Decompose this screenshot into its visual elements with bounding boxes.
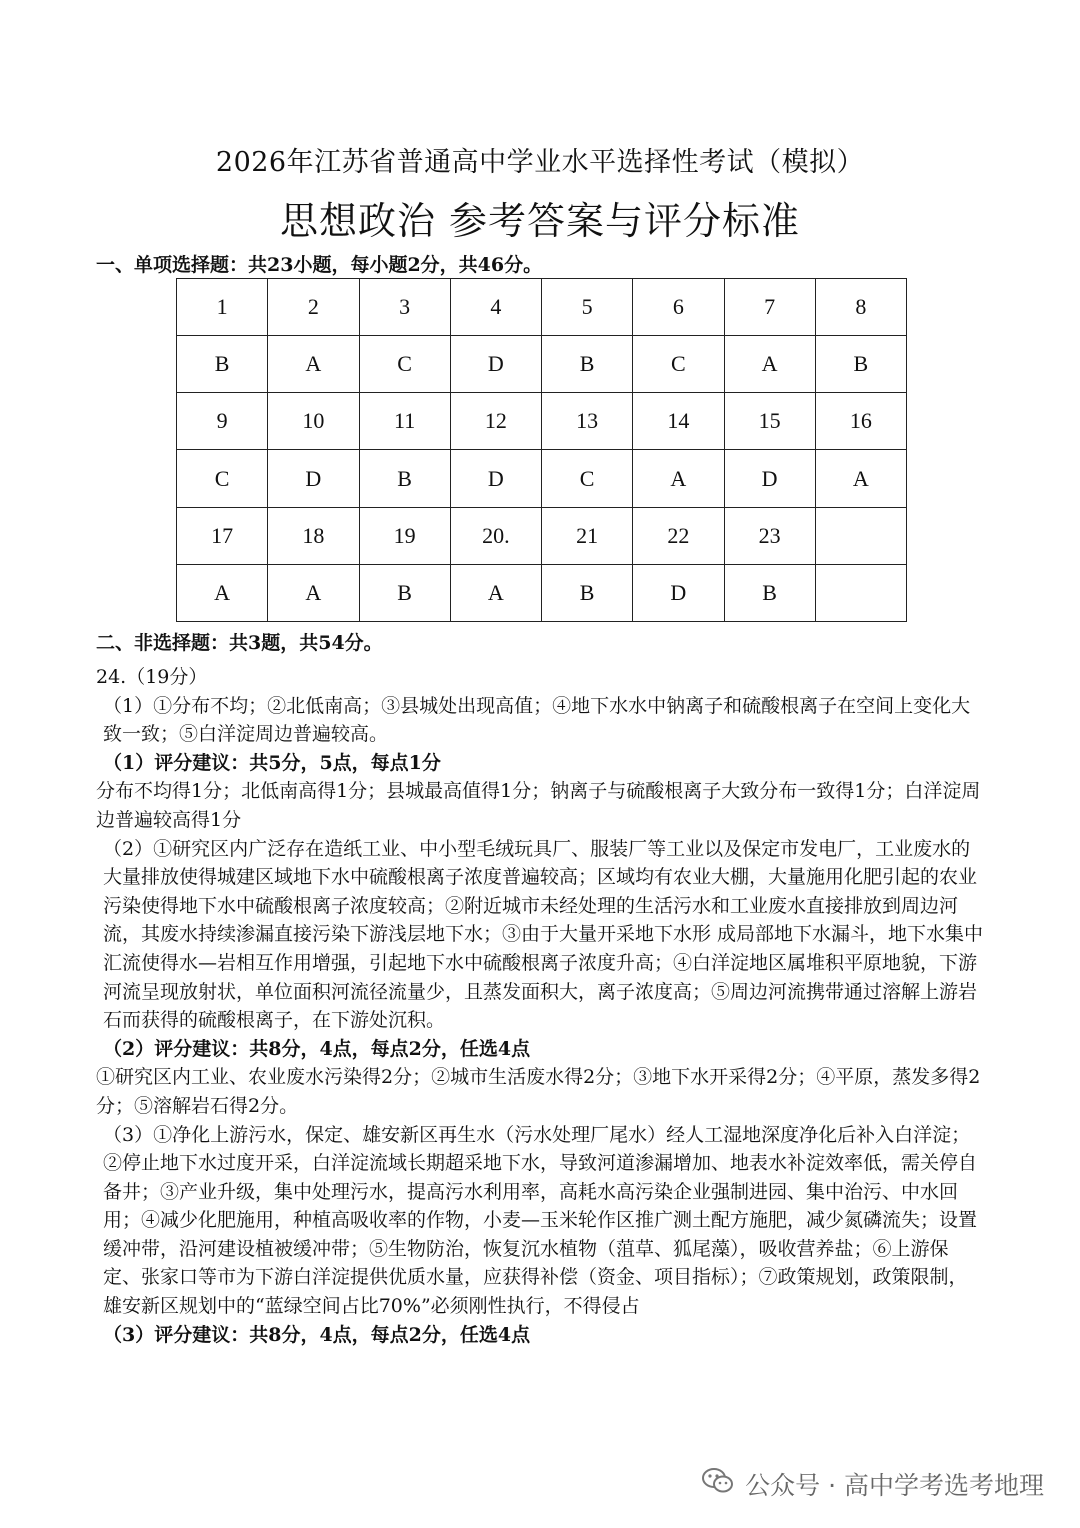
answer-cell: D: [724, 450, 815, 507]
answer-table: [176, 278, 907, 622]
question-number-cell: 21: [542, 507, 633, 564]
question-number-cell: 6: [633, 279, 724, 336]
answer-cell: B: [542, 564, 633, 621]
answer-cell: C: [542, 450, 633, 507]
wechat-icon: [701, 1467, 735, 1501]
question-number-cell: 3: [359, 279, 450, 336]
answer-cell: C: [633, 336, 724, 393]
question-number-cell: 11: [359, 393, 450, 450]
q24-part2-scoring: （2）评分建议：共8分，4点，每点2分，任选4点: [103, 1037, 531, 1060]
answer-cell: B: [177, 336, 268, 393]
section1-heading: 一、单项选择题：共23小题，每小题2分，共46分。: [96, 254, 543, 276]
q24-part3-scoring: （3）评分建议：共8分，4点，每点2分，任选4点: [103, 1323, 531, 1346]
question-number-cell: 18: [268, 507, 359, 564]
question-number-cell: 4: [450, 279, 541, 336]
answer-cell: A: [450, 564, 541, 621]
question-number-cell: 17: [177, 507, 268, 564]
q24-part1-scoring: （1）评分建议：共5分，5点，每点1分: [103, 751, 441, 774]
question-number-cell: 13: [542, 393, 633, 450]
question-number-cell: 12: [450, 393, 541, 450]
answer-cell: D: [450, 336, 541, 393]
document-subtitle: 思想政治 参考答案与评分标准: [279, 199, 801, 243]
answer-cell: A: [815, 450, 906, 507]
watermark: [701, 1466, 1044, 1502]
answer-cell: B: [815, 336, 906, 393]
question-number-cell: [815, 507, 906, 564]
question-number-row: [177, 393, 907, 450]
question-number-row: [177, 507, 907, 564]
answer-body-text: [96, 663, 986, 1349]
question-number-cell: 14: [633, 393, 724, 450]
exam-title: 2026年江苏省普通高中学业水平选择性考试（模拟）: [215, 147, 865, 178]
answer-cell: [815, 564, 906, 621]
question-number-cell: 8: [815, 279, 906, 336]
question-number-cell: 5: [542, 279, 633, 336]
answer-cell: B: [724, 564, 815, 621]
question-24-label: 24.（19分）: [96, 666, 208, 688]
answer-cell: D: [268, 450, 359, 507]
question-number-cell: 16: [815, 393, 906, 450]
answer-cell: A: [268, 564, 359, 621]
answer-cell: A: [268, 336, 359, 393]
watermark-text: 公众号 · 高中学考选考地理: [745, 1471, 1044, 1500]
question-number-cell: 7: [724, 279, 815, 336]
section2-heading: 二、非选择题：共3题，共54分。: [96, 632, 383, 654]
q24-part1-scoring-detail: 分布不均得1分；北低南高得1分；县城最高值得1分；钠离子与硫酸根离子大致分布一致得1分；白洋淀周边普遍较高得1分: [96, 780, 981, 831]
question-number-cell: 9: [177, 393, 268, 450]
question-number-cell: 1: [177, 279, 268, 336]
answer-cell: B: [542, 336, 633, 393]
question-number-cell: 19: [359, 507, 450, 564]
answer-row: [177, 564, 907, 621]
q24-part2-answer: （2）①研究区内广泛存在造纸工业、中小型毛绒玩具厂、服装厂等工业以及保定市发电厂，工业废水的大量排放使得城建区域地下水中硫酸根离子浓度普遍较高；区域均有农业大棚，大量施用化肥引起的农业污染使得地下水中硫酸根离子浓度较高；②附近城市未经处理的生活污水和工业废水直接排放到周边河流，其废水持续渗漏直接污染下游浅层地下水；③由于大量开采地下水形 成局部地下水漏斗，地下水集中汇流使得水—岩相互作用增强，引起地下水中硫酸根离子浓度升高；④白洋淀地区属堆积平原地貌，下游河流呈现放射状，单位面积河流径流量少，且蒸发面积大，离子浓度高；⑤周边河流携带通过溶解上游岩石而获得的硫酸根离子，在下游处沉积。: [103, 837, 984, 1032]
question-number-cell: 15: [724, 393, 815, 450]
question-number-cell: 2: [268, 279, 359, 336]
question-number-cell: 22: [633, 507, 724, 564]
answer-cell: D: [633, 564, 724, 621]
question-number-row: [177, 279, 907, 336]
answer-cell: D: [450, 450, 541, 507]
q24-part2-scoring-detail: ①研究区内工业、农业废水污染得2分；②城市生活废水得2分；③地下水开采得2分；④平原，蒸发多得2分；⑤溶解岩石得2分。: [96, 1066, 981, 1117]
q24-part1-answer: （1）①分布不均；②北低南高；③县城处出现高值；④地下水水中钠离子和硫酸根离子在空间上变化大致一致；⑤白洋淀周边普遍较高。: [103, 694, 971, 746]
answer-cell: A: [177, 564, 268, 621]
answer-row: [177, 450, 907, 507]
question-number-cell: 10: [268, 393, 359, 450]
q24-part3-answer: （3）①净化上游污水，保定、雄安新区再生水（污水处理厂尾水）经人工湿地深度净化后补入白洋淀；②停止地下水过度开采，白洋淀流域长期超采地下水，导致河道渗漏增加、地表水补淀效率低，需关停自备井；③产业升级，集中处理污水，提高污水利用率，高耗水高污染企业强制进园、集中治污、中水回用；④减少化肥施用，种植高吸收率的作物，小麦—玉米轮作区推广测土配方施肥，减少氮磷流失；设置缓冲带，沿河建设植被缓冲带；⑤生物防治，恢复沉水植物（菹草、狐尾藻），吸收营养盐；⑥上游保定、张家口等市为下游白洋淀提供优质水量，应获得补偿（资金、项目指标）；⑦政策规划，政策限制，雄安新区规划中的“蓝绿空间占比70%”必须刚性执行，不得侵占: [103, 1123, 978, 1318]
question-number-cell: 23: [724, 507, 815, 564]
answer-cell: A: [724, 336, 815, 393]
answer-row: [177, 336, 907, 393]
answer-cell: A: [633, 450, 724, 507]
answer-cell: C: [177, 450, 268, 507]
answer-cell: B: [359, 564, 450, 621]
answer-cell: C: [359, 336, 450, 393]
question-number-cell: 20.: [450, 507, 541, 564]
answer-cell: B: [359, 450, 450, 507]
